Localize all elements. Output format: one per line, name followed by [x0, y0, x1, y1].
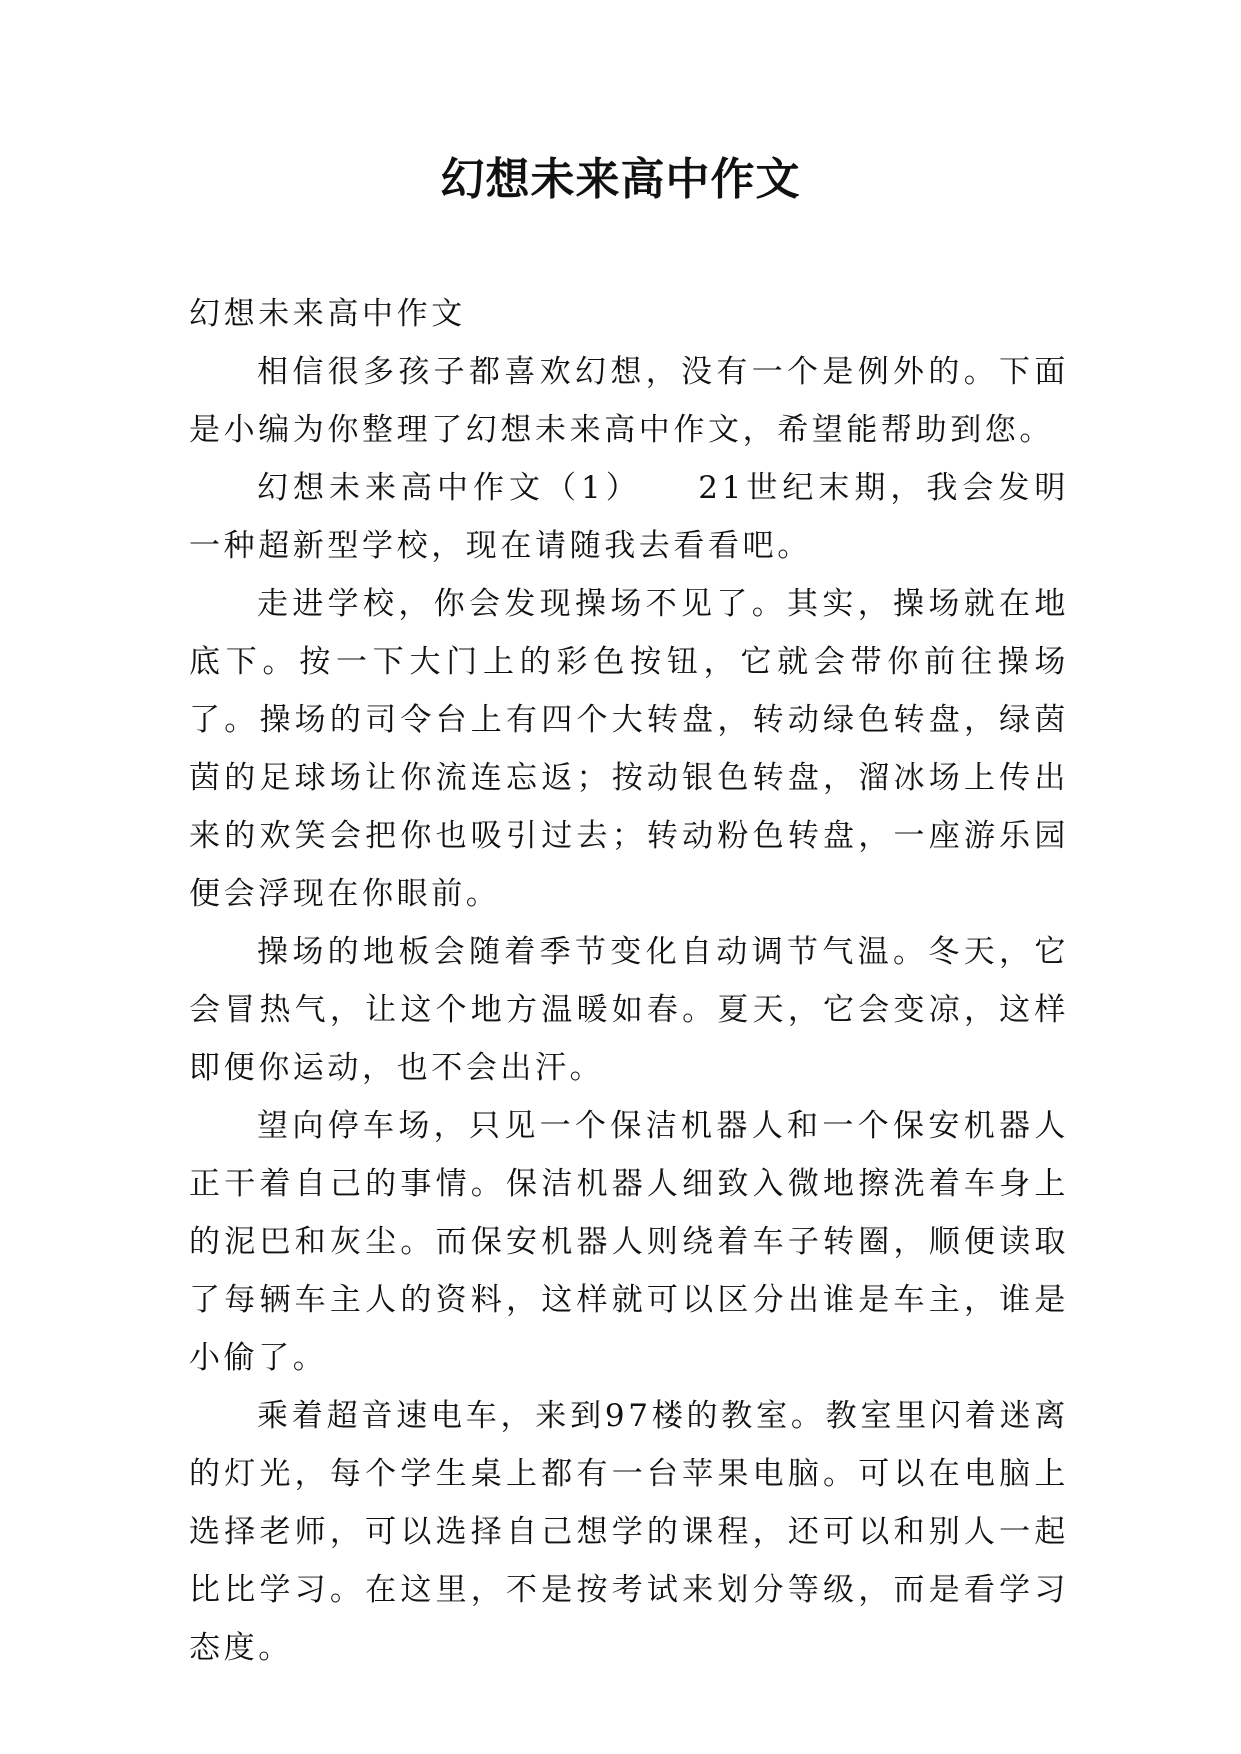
paragraph-essay-start: 幻想未来高中作文（1） 21世纪末期，我会发明一种超新型学校，现在请随我去看看吧。 — [189, 470, 1069, 564]
paragraph-playground: 走进学校，你会发现操场不见了。其实，操场就在地底下。按一下大门上的彩色按钮，它就会带你前往操场了。操场的司令台上有四个大转盘，转动绿色转盘，绿茵茵的足球场让你流连忘返；按动银色转盘，溜冰场上传出来的欢笑会把你也吸引过去；转动粉色转盘，一座游乐园便会浮现在你眼前。 — [189, 586, 1069, 912]
paragraph-intro: 相信很多孩子都喜欢幻想，没有一个是例外的。下面是小编为你整理了幻想未来高中作文，希望能帮助到您。 — [189, 354, 1069, 448]
paragraph-floor: 操场的地板会随着季节变化自动调节气温。冬天，它会冒热气，让这个地方温暖如春。夏天，它会变凉，这样即便你运动，也不会出汗。 — [189, 934, 1069, 1086]
document-body — [189, 285, 1069, 1677]
essay-heading: 幻想未来高中作文 — [189, 296, 466, 332]
paragraph-parking: 望向停车场，只见一个保洁机器人和一个保安机器人正干着自己的事情。保洁机器人细致入微地擦洗着车身上的泥巴和灰尘。而保安机器人则绕着车子转圈，顺便读取了每辆车主人的资料，这样就可以区分出谁是车主，谁是小偷了。 — [189, 1108, 1069, 1376]
paragraph-classroom: 乘着超音速电车，来到97楼的教室。教室里闪着迷离的灯光，每个学生桌上都有一台苹果电脑。可以在电脑上选择老师，可以选择自己想学的课程，还可以和别人一起比比学习。在这里，不是按考试来划分等级，而是看学习态度。 — [189, 1398, 1069, 1666]
document-title: 幻想未来高中作文 — [440, 154, 801, 205]
